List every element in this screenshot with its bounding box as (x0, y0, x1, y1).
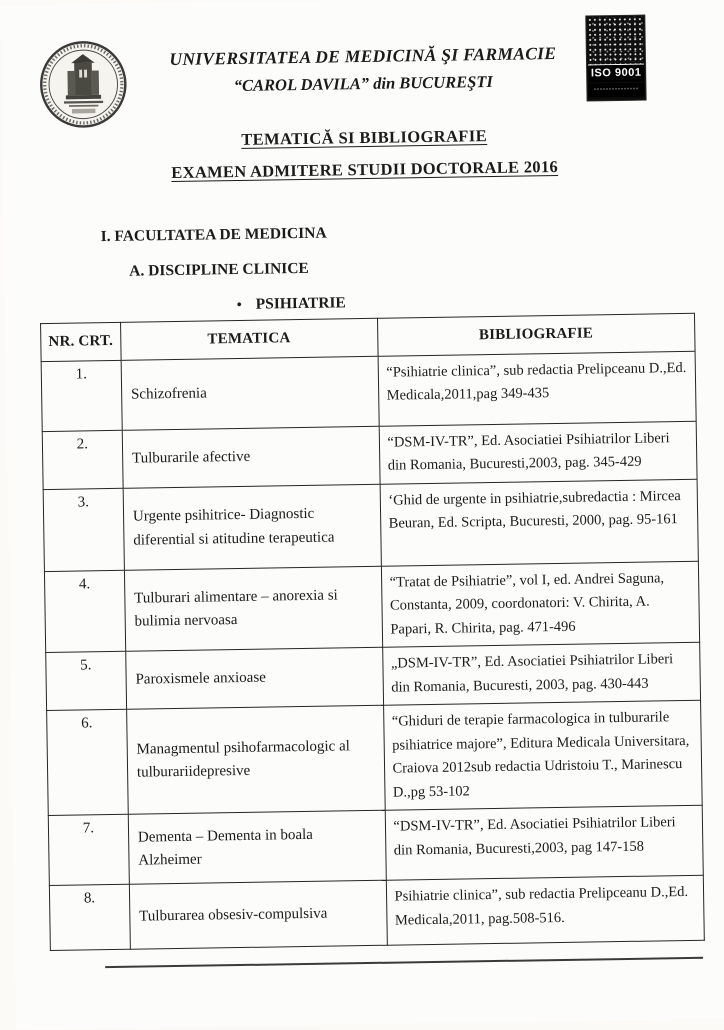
cell-bibliografie: “Tratat de Psihiatrie”, vol I, ed. Andrei Saguna, Constanta, 2009, coordonatori: V. Chirita, A. Papari, R. Chirita, pag. 471-496 (381, 561, 700, 647)
cell-bibliografie: “Psihiatrie clinica”, sub redactia Prelipceanu D.,Ed. Medicala,2011,pag 349-435 (378, 351, 697, 426)
cell-nr: 2. (42, 430, 123, 489)
footer-rule (105, 957, 703, 968)
cell-bibliografie: „DSM-IV-TR”, Ed. Asociatiei Psihiatrilor Liberi din Romania, Bucuresti, 2003, pag. 430-443 (382, 643, 700, 706)
cell-bibliografie: “DSM-IV-TR”, Ed. Asociatiei Psihiatrilor Liberi din Romania, Bucuresti,2003, pag. 345-429 (379, 421, 697, 484)
cell-nr: 7. (48, 815, 129, 886)
col-header-tematica: TEMATICA (120, 318, 377, 360)
cell-bibliografie: “Ghiduri de terapie farmacologica in tulburarile psihiatrice majore”, Editura Medicala Universitara, Craiova 2012sub redactia Udristoiu T., Marinescu D.,pg 53-102 (383, 701, 702, 811)
cell-bibliografie: Psihiatrie clinica”, sub redactia Prelipceanu D.,Ed. Medicala,2011, pag.508-516. (386, 876, 704, 946)
table-row (47, 701, 703, 816)
cell-tematica: Tulburarea obsesiv-compulsiva (129, 881, 387, 950)
section-faculty: I. FACULTATEA DE MEDICINA (100, 224, 327, 246)
university-subtitle: “CAROL DAVILA” din BUCUREŞTI (233, 71, 493, 96)
table-row (44, 561, 699, 653)
table-row (48, 806, 703, 886)
cell-tematica: Paroxismele anxioase (126, 648, 384, 710)
table-row (46, 643, 701, 711)
iso-stamp-subtext (588, 83, 644, 98)
cell-nr: 8. (49, 885, 130, 951)
table-row (43, 479, 698, 571)
cell-tematica: Tulburari alimentare – anorexia si bulimia nervoasa (124, 566, 382, 651)
cell-tematica: Dementa – Dementa in boala Alzheimer (128, 811, 386, 885)
bibliography-table (40, 313, 705, 952)
cell-nr: 4. (44, 570, 125, 653)
cell-nr: 1. (41, 360, 122, 431)
iso-stamp-emblem-icon (587, 17, 644, 66)
university-name: UNIVERSITATEA DE MEDICINĂ ŞI FARMACIE (169, 42, 557, 70)
cell-nr: 3. (43, 488, 124, 571)
col-header-bibliografie: BIBLIOGRAFIE (377, 313, 695, 356)
cell-bibliografie: ‘Ghid de urgente in psihiatrie,subredactia : Mircea Beuran, Ed. Scripta, Bucuresti, 2000, pag. 95-161 (380, 479, 699, 566)
col-header-nr-crt: NR. CRT. (41, 322, 121, 361)
iso-9001-stamp (586, 16, 645, 101)
specialty-label: PSIHIATRIE (255, 294, 346, 313)
iso-9001-label: ISO 9001 (588, 65, 644, 83)
cell-nr: 6. (47, 710, 128, 816)
cell-nr: 5. (46, 652, 127, 711)
cell-tematica: Tulburarile afective (122, 426, 380, 488)
table-row (49, 876, 704, 951)
document-subtitle: EXAMEN ADMITERE STUDII DOCTORALE 2016 (171, 156, 559, 183)
cell-tematica: Urgente psihitrice- Diagnostic diferential si atitudine terapeutica (123, 484, 381, 570)
section-discipline: A. DISCIPLINE CLINICE (129, 259, 309, 280)
section-specialty (237, 294, 346, 314)
cell-bibliografie: “DSM-IV-TR”, Ed. Asociatiei Psihiatrilor Liberi din Romania, Bucuresti,2003, pag 147-158 (385, 806, 704, 881)
table-row (42, 421, 697, 489)
document-title: TEMATICĂ SI BIBLIOGRAFIE (241, 126, 488, 149)
table-row (41, 351, 696, 431)
cell-tematica: Managmentul psihofarmacologic al tulburariidepresive (126, 706, 384, 815)
cell-tematica: Schizofrenia (121, 356, 379, 430)
bullet-icon: • (236, 297, 242, 314)
